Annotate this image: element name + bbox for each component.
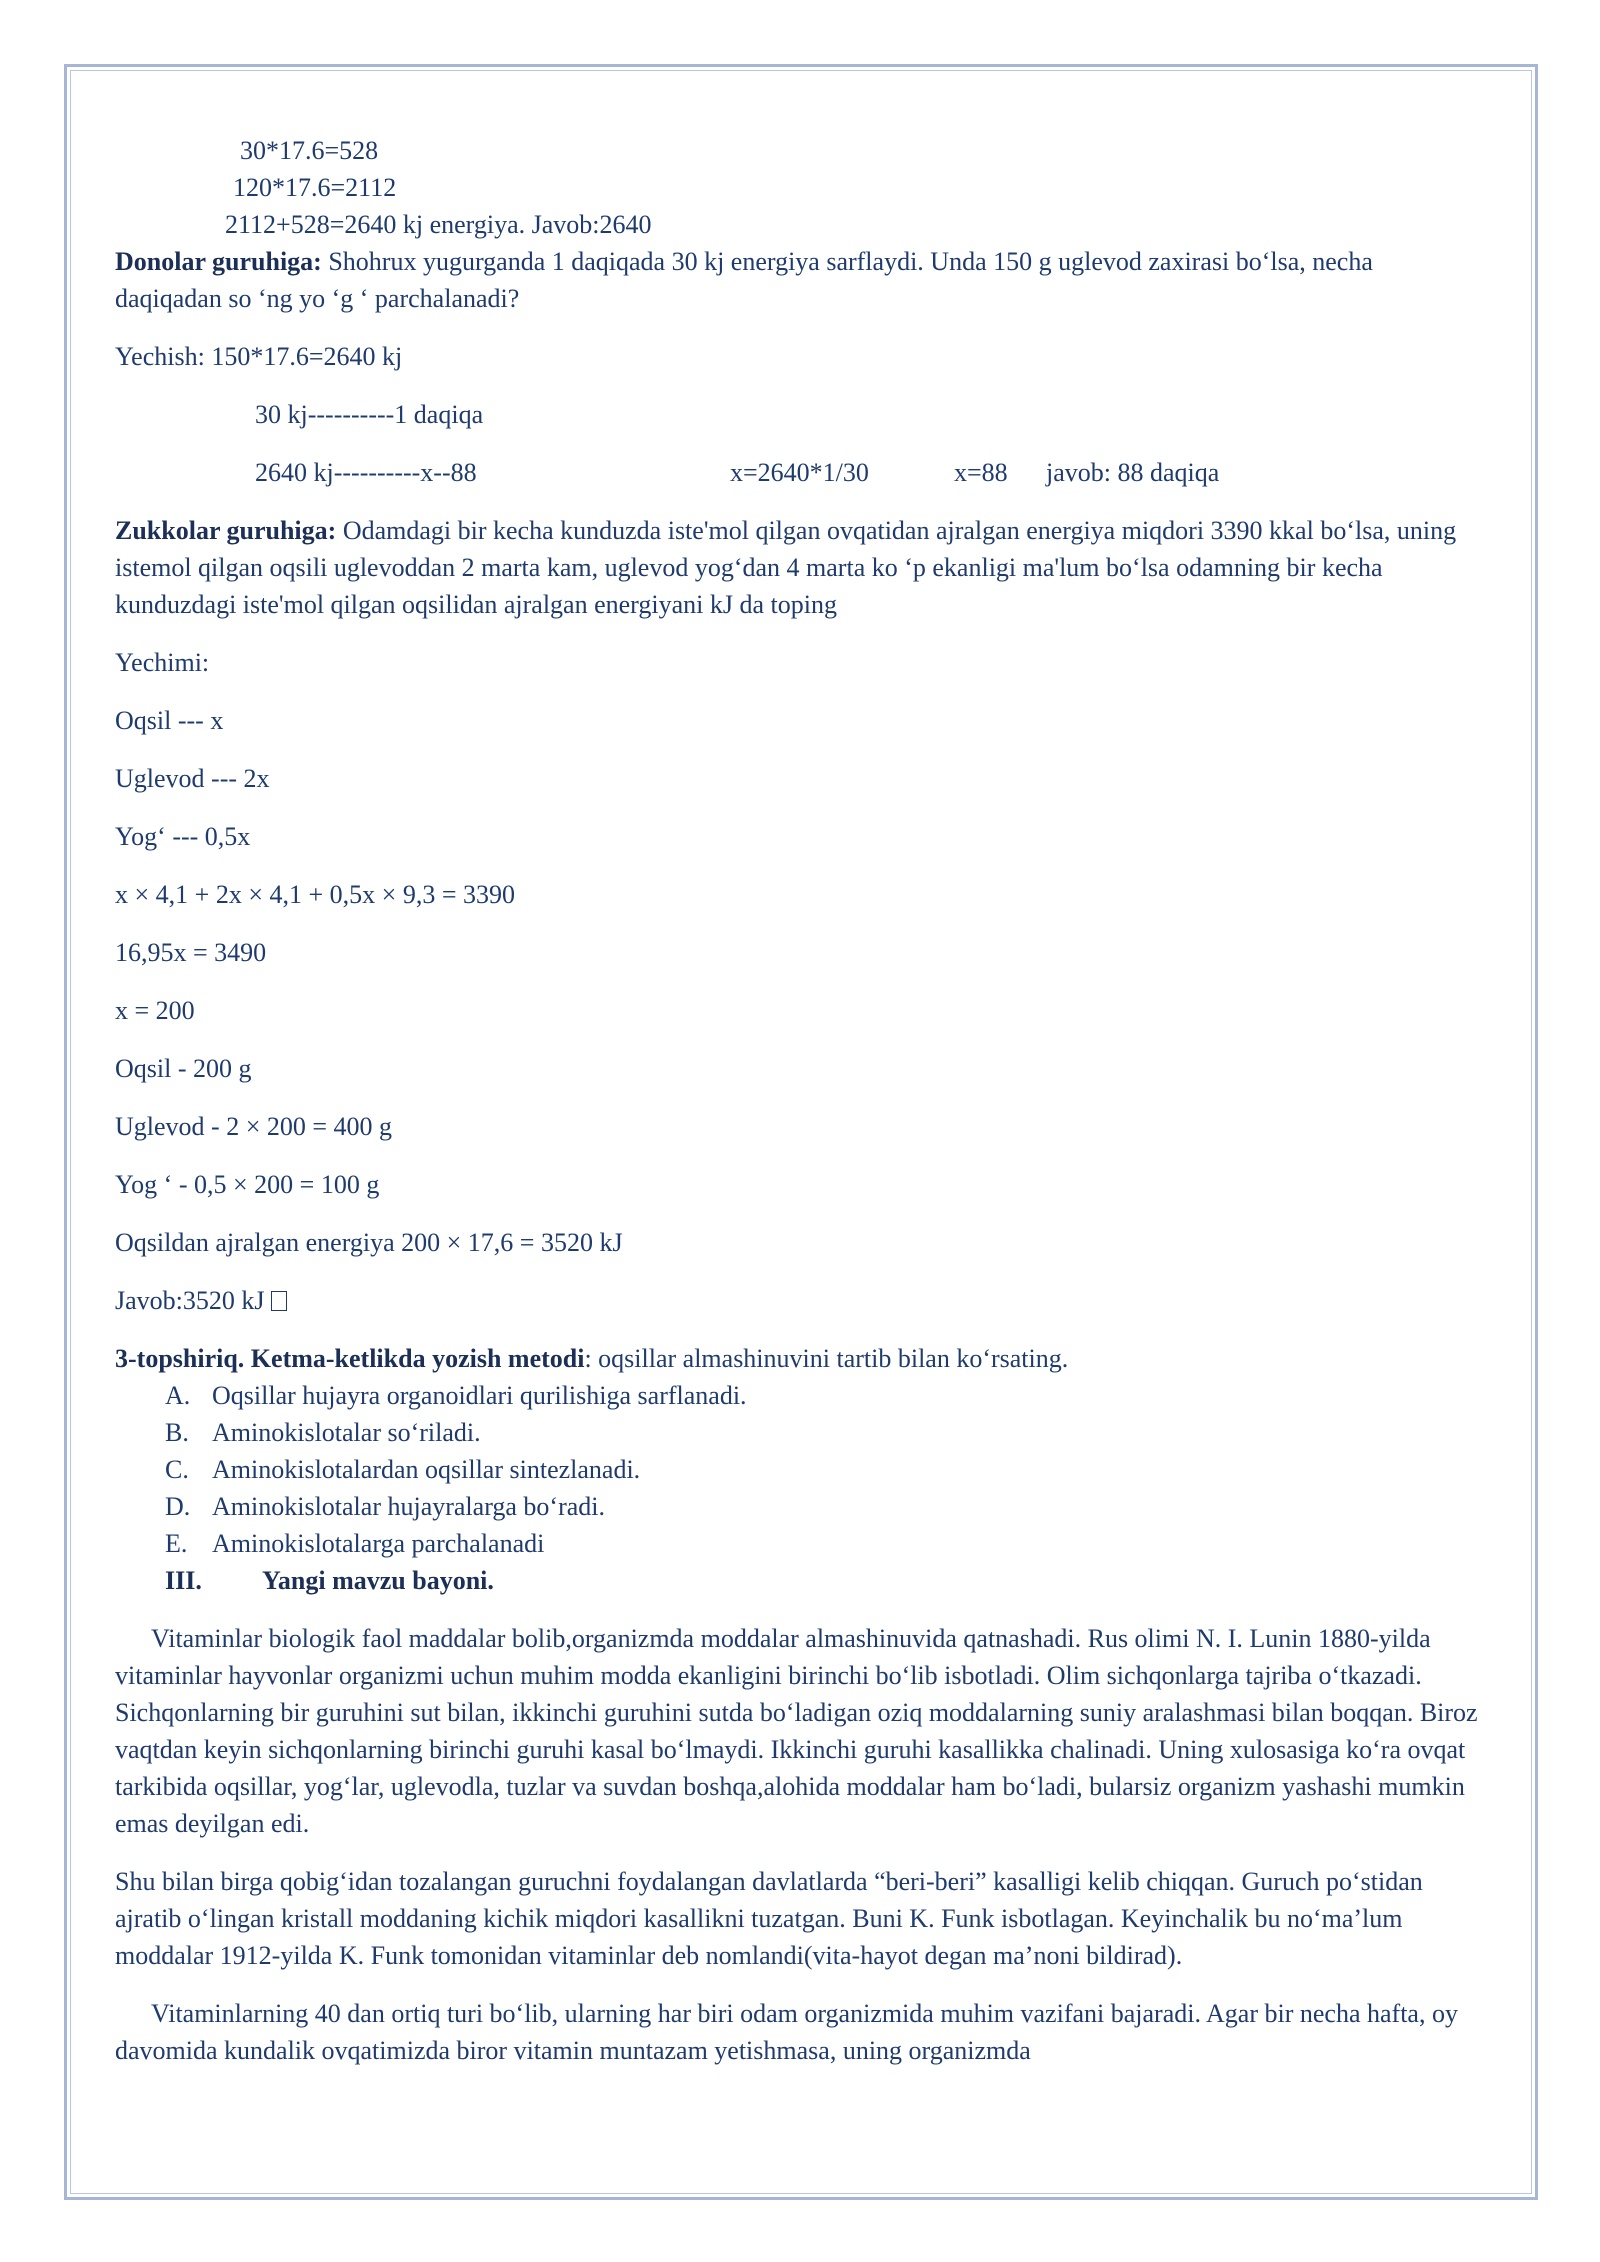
zukkolar-line: 16,95x = 3490 <box>115 938 267 967</box>
zukkolar-task <box>115 512 1485 623</box>
calc-line-3: 2112+528=2640 kj energiya. Javob:2640 <box>225 210 652 239</box>
donolar-label: Donolar guruhiga: <box>115 247 322 276</box>
donolar-line-b <box>115 454 1485 491</box>
zukkolar-text: Odamdagi bir kecha kunduzda iste'mol qilgan ovqatidan ajralgan energiya miqdori 3390 kkal bo‘lsa, uning istemol qilgan oqsili uglevoddan 2 marta kam, uglevod yog‘dan 4 marta ko ‘p ekanligi ma'lum bo‘lsa odamning bir kecha kunduzdagi iste'mol qilgan oqsilidan ajralgan energiyani kJ da toping <box>115 516 1457 619</box>
task3-heading <box>115 1340 1485 1377</box>
list-marker: C. <box>165 1455 189 1484</box>
task3-list <box>115 1377 1485 1562</box>
zukkolar-label: Zukkolar guruhiga: <box>115 516 337 545</box>
list-item <box>115 1488 1485 1525</box>
body-paragraph: Shu bilan birga qobig‘idan tozalangan guruchni foydalangan davlatlarda “beri-beri” kasalligi kelib chiqqan. Guruch po‘stidan ajratib o‘lingan kristall moddaning kichik miqdori kasallikni tuzatgan. Buni K. Funk isbotlagan. Keyinchalik bu no‘ma’lum moddalar 1912-yilda K. Funk tomonidan vitaminlar deb nomlandi(vita-hayot degan ma’noni bildirad). <box>115 1867 1423 1970</box>
zukkolar-line: Uglevod --- 2x <box>115 764 270 793</box>
body-paragraph: Vitaminlar biologik faol maddalar bolib,organizmda moddalar almashinuvida qatnashadi. Rus olimi N. I. Lunin 1880-yilda vitaminlar hayvonlar organizmi uchun muhim modda ekanligini birinchi bo‘lib isbotladi. Olim sichqonlarga tajriba o‘tkazadi. Sichqonlarning bir guruhini sut bilan, ikkinchi guruhini sutda bo‘ladigan oziq moddalarning suniy aralashmasi bilan boqqan. Biroz vaqtdan keyin sichqonlarning birinchi guruhi kasal bo‘lmaydi. Ikkinchi guruhi kasallikka chalinadi. Uning xulosasiga ko‘ra ovqat tarkibida oqsillar, yog‘lar, uglevodla, tuzlar va suvdan boshqa,alohida moddalar ham bo‘ladi, bularsiz organizm yashashi mumkin emas deyilgan edi. <box>115 1624 1478 1838</box>
donolar-solution: Yechish: 150*17.6=2640 kj <box>115 342 403 371</box>
list-marker: B. <box>165 1418 189 1447</box>
zukkolar-answer-text: Javob:3520 kJ <box>115 1286 265 1315</box>
zukkolar-line: x = 200 <box>115 996 195 1025</box>
zukkolar-line: Yog‘ --- 0,5x <box>115 822 251 851</box>
section-number: III. <box>165 1566 202 1595</box>
donolar-task <box>115 243 1485 317</box>
zukkolar-answer <box>115 1282 1485 1319</box>
list-marker: E. <box>165 1529 188 1558</box>
list-item-text: Aminokislotalar so‘riladi. <box>212 1418 481 1447</box>
donolar-line-b-x2: x=88 <box>954 458 1008 487</box>
zukkolar-line: Yog ‘ - 0,5 × 200 = 100 g <box>115 1170 380 1199</box>
list-item <box>115 1525 1485 1562</box>
section-heading <box>115 1562 1485 1599</box>
task3-label: 3-topshiriq. Ketma-ketlikda yozish metodi <box>115 1344 585 1373</box>
donolar-text: Shohrux yugurganda 1 daqiqada 30 kj energiya sarflaydi. Unda 150 g uglevod zaxirasi bo‘lsa, necha daqiqadan so ‘ng yo ‘g ‘ parchalanadi? <box>115 247 1373 313</box>
zukkolar-line: Uglevod - 2 × 200 = 400 g <box>115 1112 393 1141</box>
zukkolar-line: x × 4,1 + 2x × 4,1 + 0,5x × 9,3 = 3390 <box>115 880 515 909</box>
document-page <box>115 132 1485 2069</box>
list-item <box>115 1414 1485 1451</box>
calc-line-1: 30*17.6=528 <box>240 136 379 165</box>
list-item-text: Aminokislotalar hujayralarga bo‘radi. <box>212 1492 606 1521</box>
section-title: Yangi mavzu bayoni. <box>262 1566 494 1595</box>
donolar-line-b-x: x=2640*1/30 <box>730 458 869 487</box>
zukkolar-line: Oqsil - 200 g <box>115 1054 252 1083</box>
list-item <box>115 1377 1485 1414</box>
zukkolar-line: Oqsildan ajralgan energiya 200 × 17,6 = 3520 kJ <box>115 1228 623 1257</box>
list-item-text: Oqsillar hujayra organoidlari qurilishiga sarflanadi. <box>212 1381 747 1410</box>
missing-glyph-icon <box>271 1291 287 1311</box>
list-item-text: Aminokislotalardan oqsillar sintezlanadi. <box>212 1455 641 1484</box>
donolar-line-b-answer: javob: 88 daqiqa <box>1046 458 1220 487</box>
task3-text: : oqsillar almashinuvini tartib bilan ko‘rsating. <box>584 1344 1069 1373</box>
zukkolar-line: Yechimi: <box>115 648 210 677</box>
donolar-line-a: 30 kj----------1 daqiqa <box>255 400 484 429</box>
list-marker: D. <box>165 1492 191 1521</box>
list-marker: A. <box>165 1381 191 1410</box>
body-paragraph: Vitaminlarning 40 dan ortiq turi bo‘lib, ularning har biri odam organizmida muhim vazifani bajaradi. Agar bir necha hafta, oy davomida kundalik ovqatimizda biror vitamin muntazam yetishmasa, uning organizmda <box>115 1999 1458 2065</box>
zukkolar-line: Oqsil --- x <box>115 706 224 735</box>
donolar-line-b-left: 2640 kj----------x--88 <box>255 458 477 487</box>
calc-line-2: 120*17.6=2112 <box>233 173 397 202</box>
list-item-text: Aminokislotalarga parchalanadi <box>212 1529 545 1558</box>
list-item <box>115 1451 1485 1488</box>
